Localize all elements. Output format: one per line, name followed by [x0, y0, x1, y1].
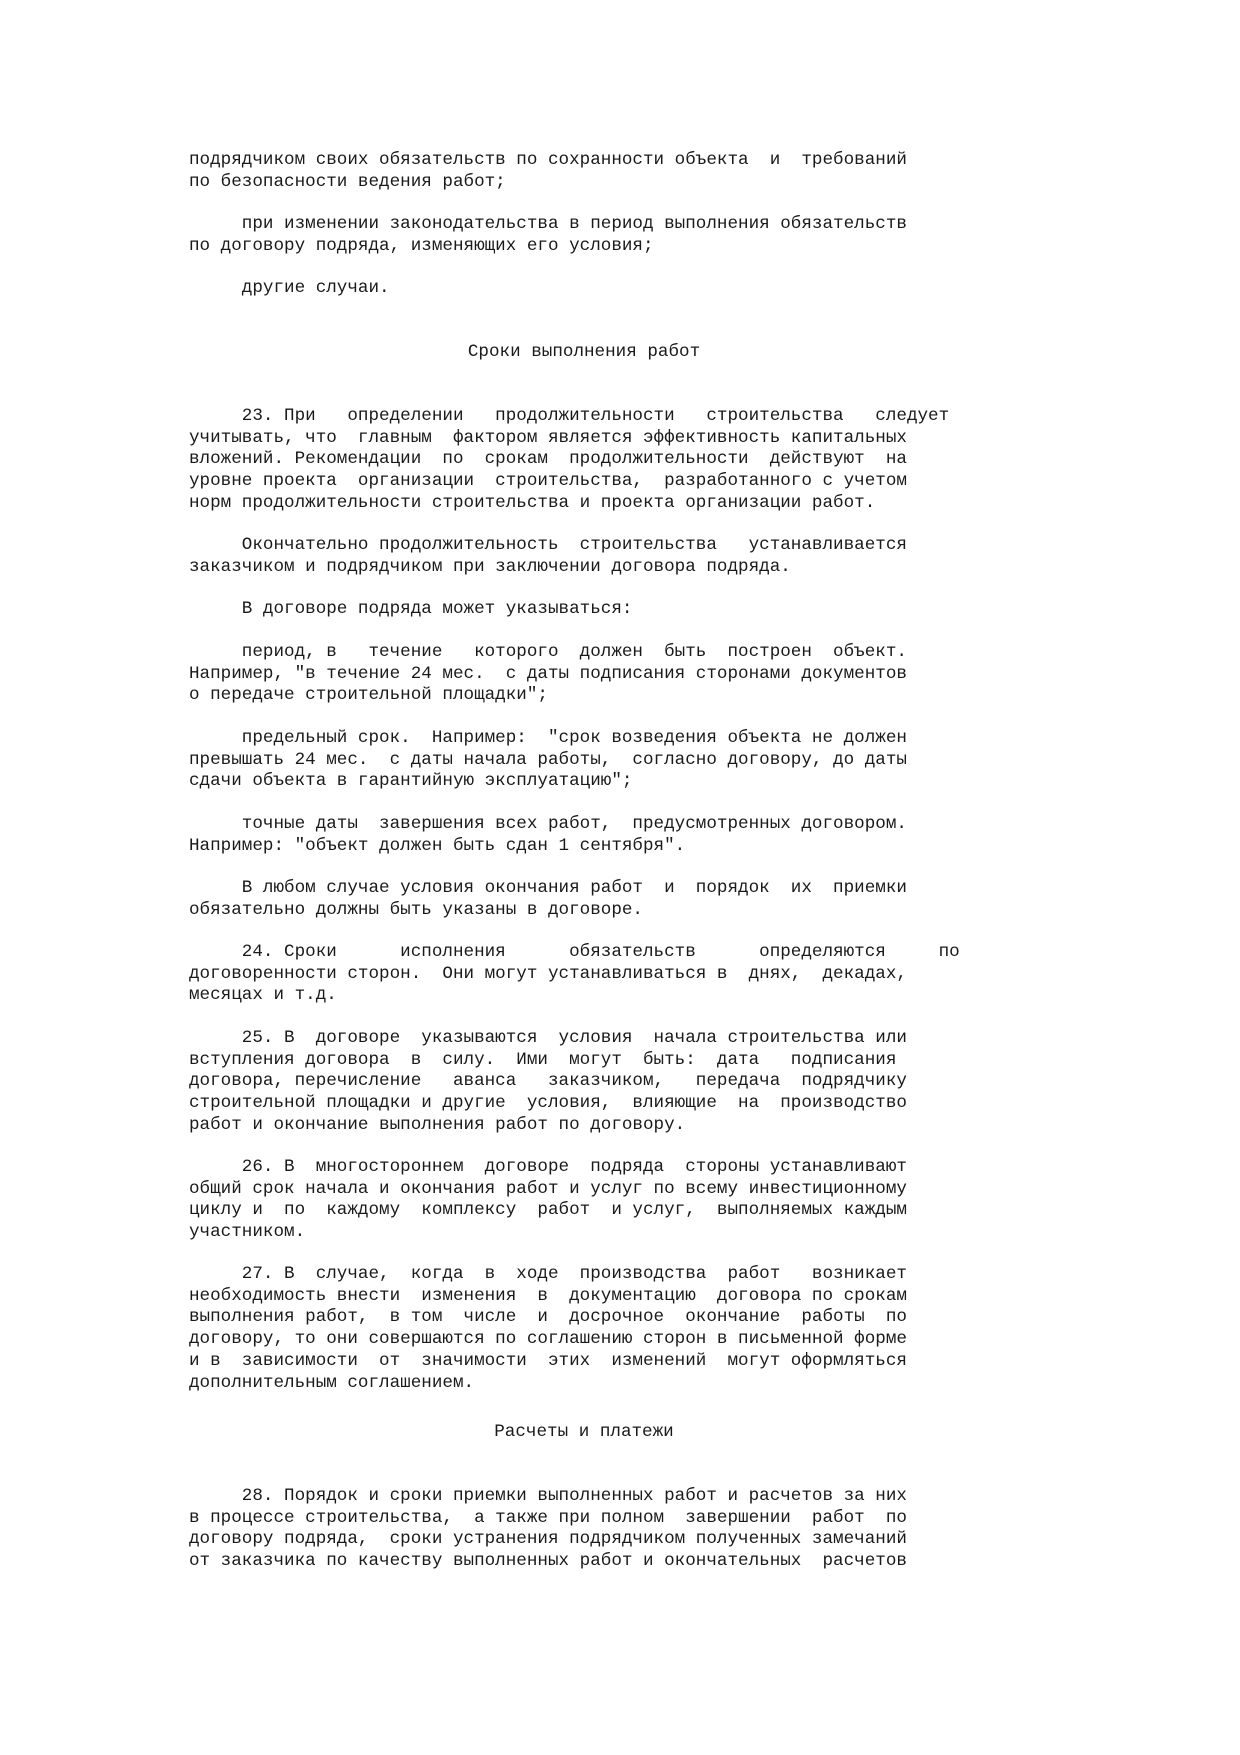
paragraph-limit: предельный срок. Например: "срок возведения объекта не должен превышать 24 мес. с даты начала работы, согласно договору, до даты сдачи объекта в гарантийную эксплуатацию"; — [189, 728, 907, 792]
section-heading-payments: Расчеты и платежи — [494, 1422, 674, 1442]
paragraph-24: 24. Сроки исполнения обязательств определяются по договоренности сторон. Они могут устанавливаться в днях, декадах, месяцах и т.д. — [189, 942, 960, 1006]
paragraph-28: 28. Порядок и сроки приемки выполненных работ и расчетов за них в процессе строительства, а также при полном завершении работ по договору подряда, сроки устранения подрядчиком полученных замечаний от заказчика по качеству выполненных работ и окончательных расчетов — [189, 1486, 907, 1572]
paragraph-23: 23. При определении продолжительности строительства следует учитывать, что главным фактором является эффективность капитальных вложений. Рекомендации по срокам продолжительности действуют на уровне проекта организации строительства, разработанного с учетом норм продолжительности строительства и проекта организации работ. — [189, 406, 950, 513]
paragraph-continuation: подрядчиком своих обязательств по сохранности объекта и требований по безопасности ведения работ; — [189, 150, 907, 192]
paragraph-may-specify: В договоре подряда может указываться: — [189, 599, 633, 619]
paragraph-final-duration: Окончательно продолжительность строительства устанавливается заказчиком и подрядчиком при заключении договора подряда. — [189, 535, 907, 577]
paragraph-any-case: В любом случае условия окончания работ и порядок их приемки обязательно должны быть указаны в договоре. — [189, 878, 907, 920]
paragraph-27: 27. В случае, когда в ходе производства работ возникает необходимость внести изменения в документацию договора по срокам выполнения работ, в том числе и досрочное окончание работы по договору, то они совершаются по соглашению сторон в письменной форме и в зависимости от значимости этих изменений могут оформляться дополнительным соглашением. — [189, 1264, 907, 1393]
paragraph-other-cases: другие случаи. — [189, 278, 390, 298]
paragraph-26: 26. В многостороннем договоре подряда стороны устанавливают общий срок начала и окончания работ и услуг по всему инвестиционному циклу и по каждому комплексу работ и услуг, выполняемых каждым участником. — [189, 1157, 907, 1243]
paragraph-period: период, в течение которого должен быть построен объект. Например, "в течение 24 мес. с даты подписания сторонами документов о передаче строительной площадки"; — [189, 642, 907, 706]
section-heading-terms: Сроки выполнения работ — [467, 342, 701, 362]
paragraph-exact-dates: точные даты завершения всех работ, предусмотренных договором. Например: "объект должен быть сдан 1 сентября". — [189, 814, 907, 856]
paragraph-law-change: при изменении законодательства в период выполнения обязательств по договору подряда, изменяющих его условия; — [189, 214, 907, 256]
paragraph-25: 25. В договоре указываются условия начала строительства или вступления договора в силу. Ими могут быть: дата подписания договора, перечисление аванса заказчиком, передача подрядчику строительной площадки и другие условия, влияющие на производство работ и окончание выполнения работ по договору. — [189, 1028, 907, 1135]
